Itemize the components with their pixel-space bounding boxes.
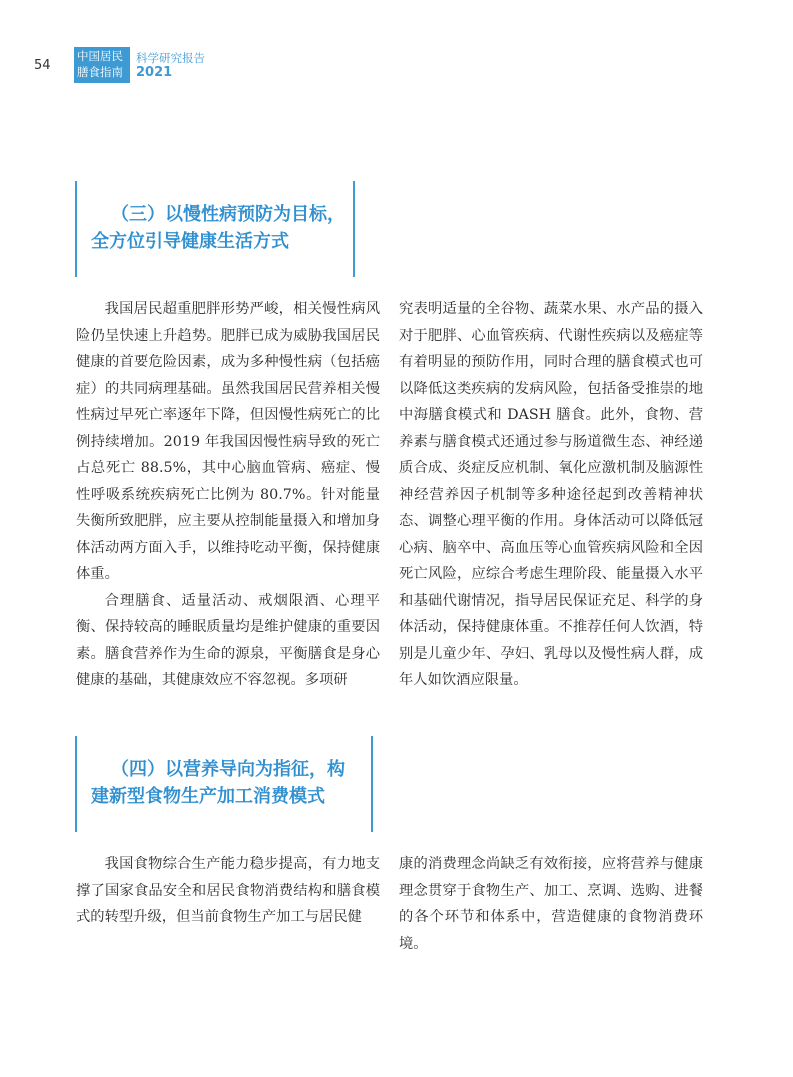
section-3-left-column (76, 296, 380, 694)
paragraph: 康的消费理念尚缺乏有效衔接，应将营养与健康理念贯穿于食物生产、加工、烹调、选购、进餐的各个环节和体系中，营造健康的食物消费环境。 (399, 856, 703, 952)
logo-line-2: 膳食指南 (77, 65, 123, 79)
logo-line-1: 中国居民 (77, 49, 123, 63)
section-3-right-column (399, 296, 703, 694)
section-4-right-column (399, 851, 703, 957)
page-number: 54 (34, 58, 51, 73)
section-3-heading-line-1: （三）以慢性病预防为目标， (111, 204, 345, 225)
section-3-heading-line-2: 全方位引导健康生活方式 (91, 231, 289, 252)
paragraph: 我国居民超重肥胖形势严峻，相关慢性病风险仍呈快速上升趋势。肥胖已成为威胁我国居民健康的首要危险因素，成为多种慢性病（包括癌症）的共同病理基础。虽然我国居民营养相关慢性病过早死亡率逐年下降，但因慢性病死亡的比例持续增加。2019 年我国因慢性病导致的死亡占总死亡 88.5%，其中心脑血管病、癌症、慢性呼吸系统疾病死亡比例为 80.7%。针对能量失衡所致肥胖，应主要从控制能量摄入和增加身体活动两方面入手，以维持吃动平衡，保持健康体重。 (76, 301, 380, 582)
report-title: 科学研究报告 (136, 51, 205, 65)
section-4-heading-line-1: （四）以营养导向为指征，构 (111, 759, 345, 780)
guide-logo (74, 47, 130, 83)
paragraph: 究表明适量的全谷物、蔬菜水果、水产品的摄入对于肥胖、心血管疾病、代谢性疾病以及癌症等有着明显的预防作用，同时合理的膳食模式也可以降低这类疾病的发病风险，包括备受推崇的地中海膳食模式和 DASH 膳食。此外，食物、营养素与膳食模式还通过参与肠道微生态、神经递质合成、炎症反应机制、氧化应激机制及脑源性神经营养因子机制等多种途径起到改善精神状态、调整心理平衡的作用。身体活动可以降低冠心病、脑卒中、高血压等心血管疾病风险和全因死亡风险，应综合考虑生理阶段、能量摄入水平和基础代谢情况，指导居民保证充足、科学的身体活动，保持健康体重。不推荐任何人饮酒，特别是儿童少年、孕妇、乳母以及慢性病人群，成年人如饮酒应限量。 (399, 301, 703, 688)
section-4-heading-line-2: 建新型食物生产加工消费模式 (91, 786, 325, 807)
section-4-left-column (76, 851, 380, 931)
section-3-heading-box (75, 181, 355, 277)
section-4-heading-box (75, 736, 373, 832)
report-year: 2021 (136, 65, 173, 80)
paragraph: 我国食物综合生产能力稳步提高，有力地支撑了国家食品安全和居民食物消费结构和膳食模式的转型升级，但当前食物生产加工与居民健 (76, 856, 380, 925)
paragraph: 合理膳食、适量活动、戒烟限酒、心理平衡、保持较高的睡眠质量均是维护健康的重要因素。膳食营养作为生命的源泉，平衡膳食是身心健康的基础，其健康效应不容忽视。多项研 (76, 592, 380, 688)
